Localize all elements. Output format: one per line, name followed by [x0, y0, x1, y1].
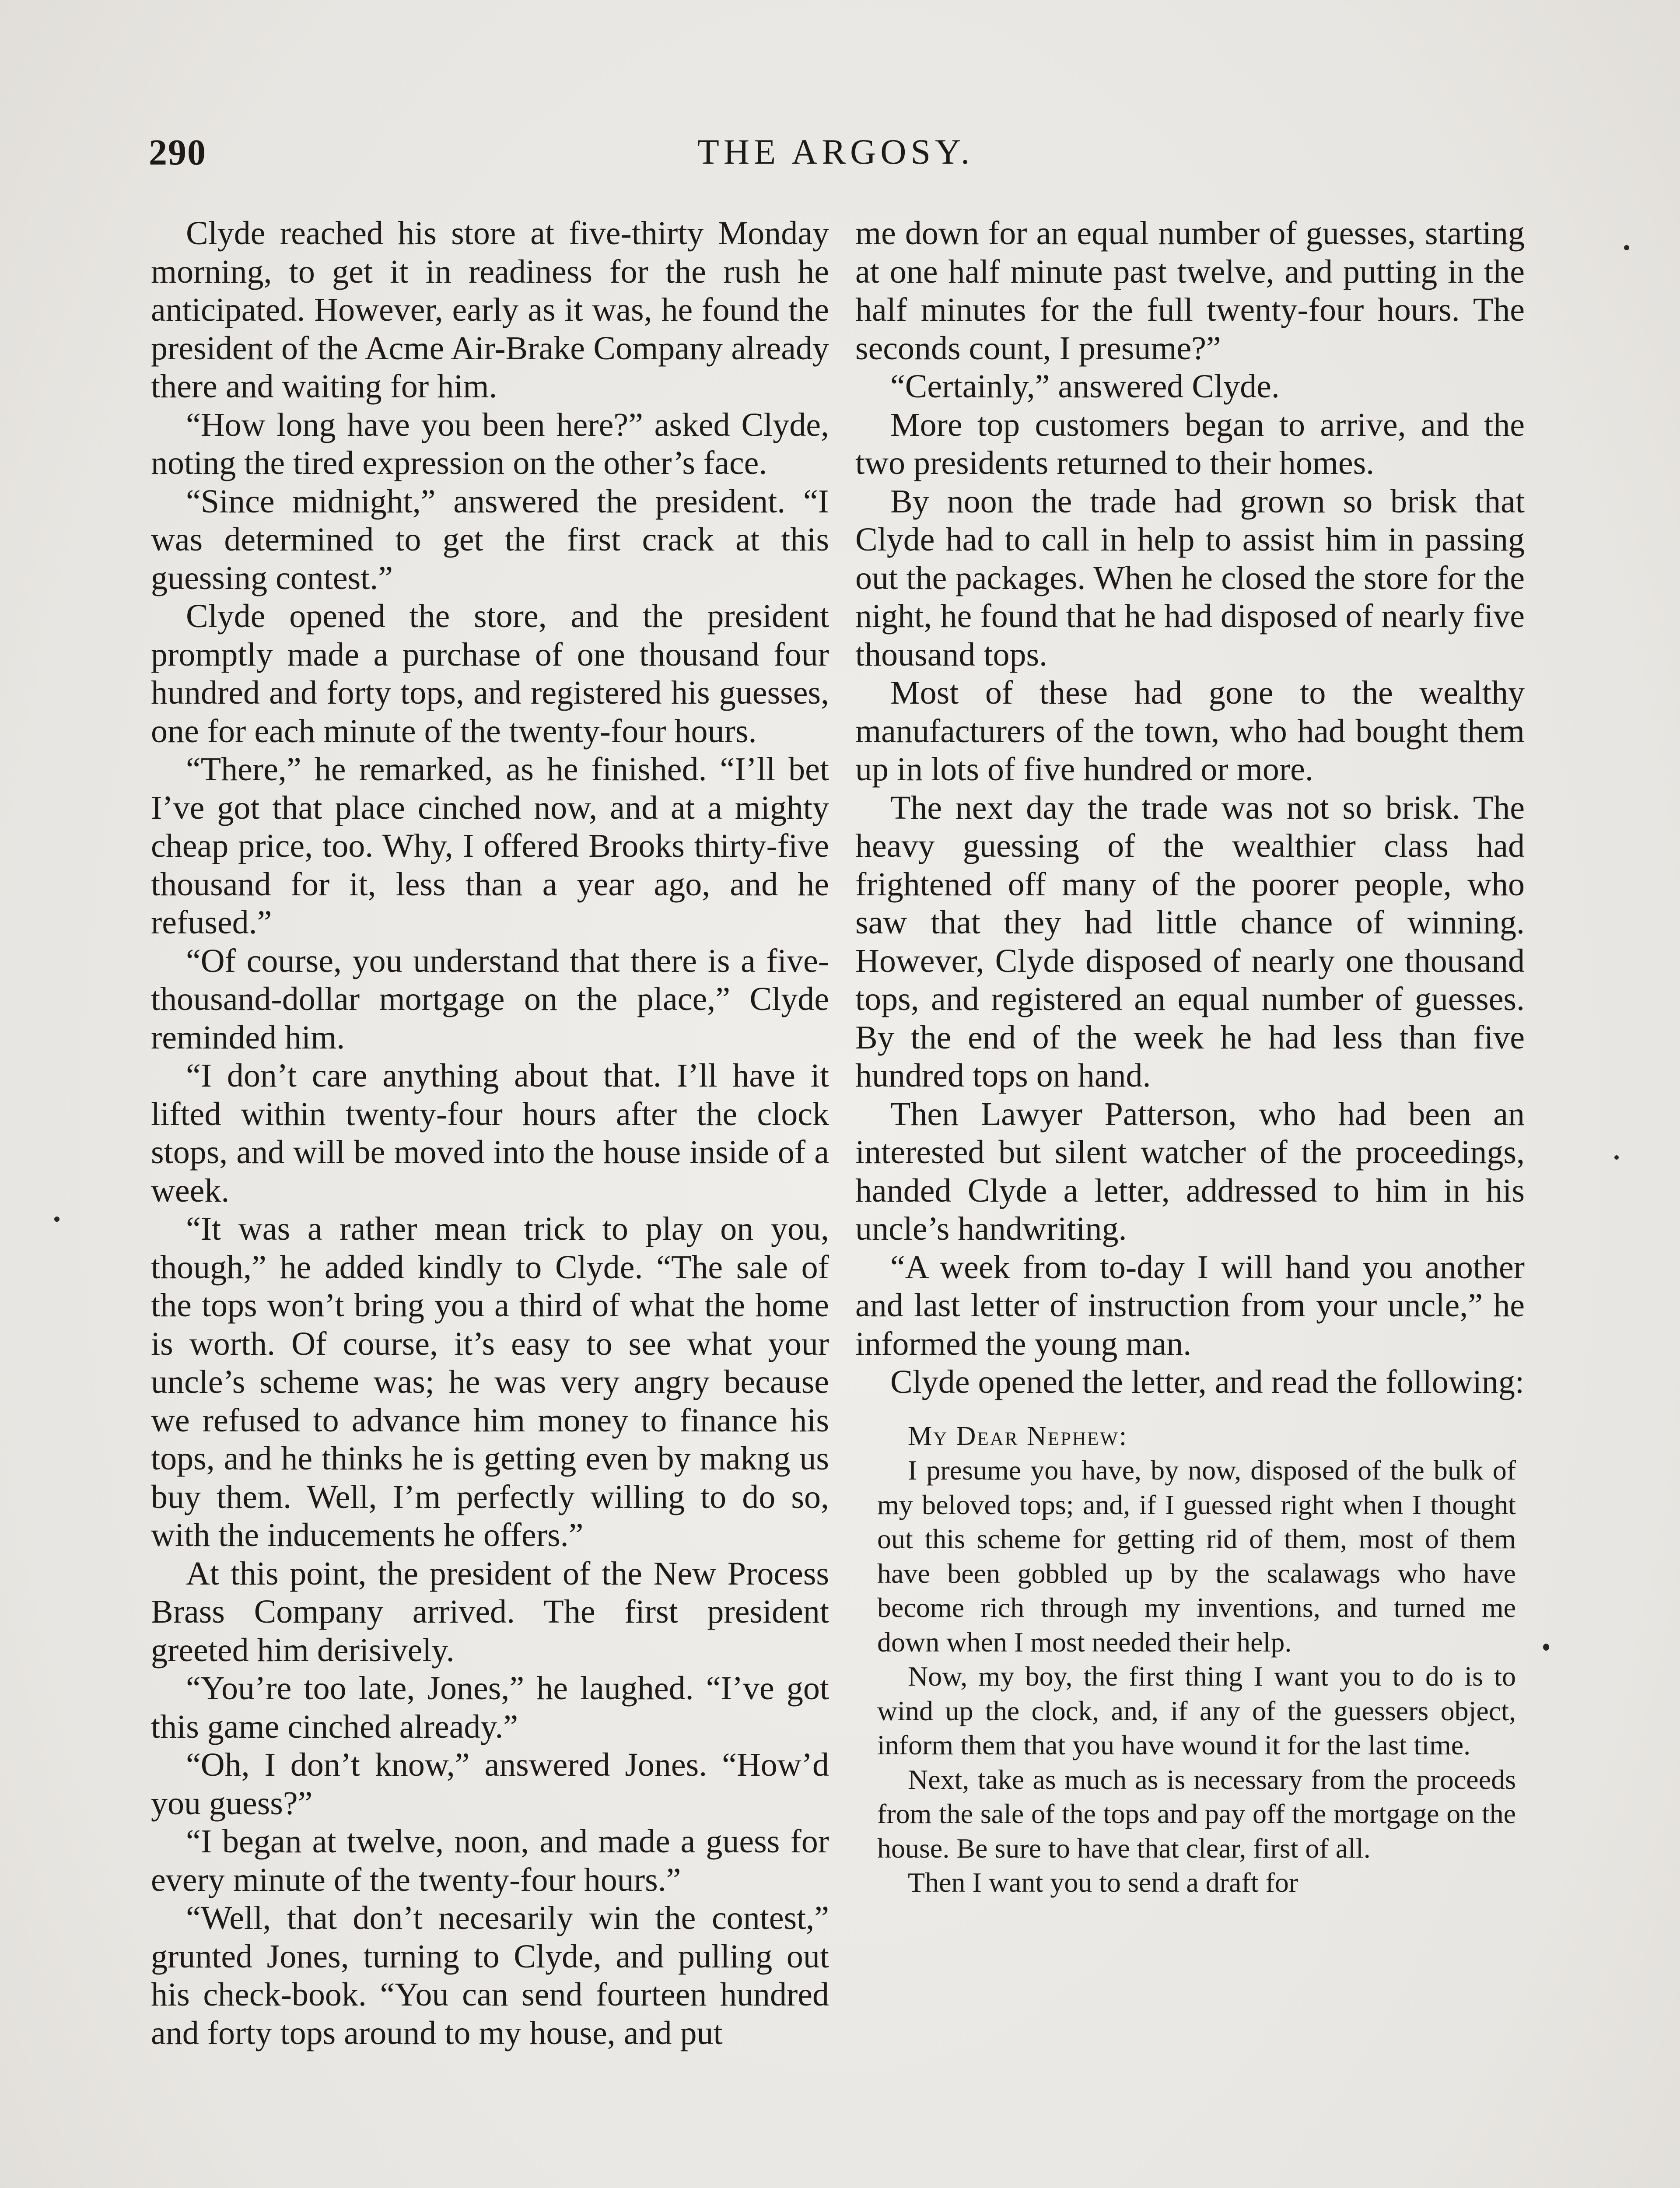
- right-column: [855, 214, 1525, 1900]
- letter-paragraph: Then I want you to send a draft for: [908, 1867, 1298, 1898]
- paper-speck: [1614, 1155, 1619, 1160]
- continued-paragraph: me down for an equal number of guesses, starting at one half minute past twelve, and putting in the half minutes for the full twenty-four hours. The seconds count, I presume?”: [855, 215, 1525, 367]
- letter-paragraph: Next, take as much as is necessary from the proceeds from the sale of the tops and pay off the mortgage on the house. Be sure to have that clear, first of all.: [877, 1764, 1516, 1864]
- paragraph: “Of course, you understand that there is a five-thousand-dollar mortgage on the place,” Clyde reminded him.: [151, 942, 829, 1056]
- paragraph: “You’re too late, Jones,” he laughed. “I’ve got this game cinched already.”: [151, 1670, 829, 1745]
- paragraph: “Since midnight,” answered the president. “I was determined to get the first crack at this guessing contest.”: [151, 483, 829, 596]
- paper-speck: [1543, 1644, 1549, 1651]
- paragraph: More top customers began to arrive, and the two presidents returned to their homes.: [855, 406, 1525, 481]
- paragraph: Clyde reached his store at five-thirty Monday morning, to get it in readiness for the rush he anticipated. However, early as it was, he found the president of the Acme Air-Brake Company already there and waiting for him.: [151, 215, 829, 405]
- paragraph: Most of these had gone to the wealthy manufacturers of the town, who had bought them up in lots of five hundred or more.: [855, 674, 1525, 788]
- page-header: [149, 131, 1522, 188]
- paragraph: “A week from to-day I will hand you another and last letter of instruction from your uncle,” he informed the young man.: [855, 1248, 1525, 1362]
- paragraph: Then Lawyer Patterson, who had been an interested but silent watcher of the proceedings, handed Clyde a letter, addressed to him in his uncle’s handwriting.: [855, 1095, 1525, 1247]
- paper-speck: [54, 1217, 60, 1222]
- letter-salutation: My Dear Nephew:: [908, 1421, 1128, 1451]
- paragraph: “How long have you been here?” asked Clyde, noting the tired expression on the other’s face.: [151, 406, 829, 481]
- paragraph: “There,” he remarked, as he finished. “I’ll bet I’ve got that place cinched now, and at a mighty cheap price, too. Why, I offered Brooks thirty-five thousand for it, less than a year ago, and he refused.”: [151, 751, 829, 941]
- paragraph: “Well, that don’t necesarily win the contest,” grunted Jones, turning to Clyde, and pulling out his check-book. “You can send fourteen hundred and forty tops around to my house, and put: [151, 1900, 829, 2051]
- paragraph: “Oh, I don’t know,” answered Jones. “How’d you guess?”: [151, 1746, 829, 1822]
- paragraph: The next day the trade was not so brisk. The heavy guessing of the wealthier class had frightened off many of the poorer people, who saw that they had little chance of winning. However, Clyde disposed of nearly one thousand tops, and registered an equal number of guesses. By the end of the week he had less than five hundred tops on hand.: [855, 789, 1525, 1094]
- letter-paragraph: Now, my boy, the first thing I want you to do is to wind up the clock, and, if any of the guessers object, inform them that you have wound it for the last time.: [877, 1661, 1516, 1760]
- uncle-letter: [855, 1419, 1525, 1900]
- running-head: THE ARGOSY.: [697, 132, 974, 172]
- paragraph: Clyde opened the letter, and read the following:: [890, 1364, 1524, 1400]
- paragraph: “I don’t care anything about that. I’ll have it lifted within twenty-four hours after the clock stops, and will be moved into the house inside of a week.: [151, 1057, 829, 1209]
- paragraph: “I began at twelve, noon, and made a guess for every minute of the twenty-four hours.”: [151, 1823, 829, 1898]
- paragraph: Clyde opened the store, and the president promptly made a purchase of one thousand four hundred and forty tops, and registered his guesses, one for each minute of the twenty-four hours.: [151, 598, 829, 750]
- paragraph: By noon the trade had grown so brisk that Clyde had to call in help to assist him in passing out the packages. When he closed the store for the night, he found that he had disposed of nearly five thousand tops.: [855, 483, 1525, 673]
- letter-paragraph: I presume you have, by now, disposed of the bulk of my beloved tops; and, if I guessed right when I thought out this scheme for getting rid of them, most of them have been gobbled up by the scalawags who have become rich through my inventions, and turned me down when I most needed their help.: [877, 1455, 1516, 1658]
- paper-speck: [1624, 245, 1629, 250]
- page-number: 290: [149, 132, 206, 173]
- paragraph: “Certainly,” answered Clyde.: [890, 368, 1280, 405]
- paragraph: At this point, the president of the New Process Brass Company arrived. The first president greeted him derisively.: [151, 1555, 829, 1669]
- paragraph: “It was a rather mean trick to play on you, though,” he added kindly to Clyde. “The sale of the tops won’t bring you a third of what the home is worth. Of course, it’s easy to see what your uncle’s scheme was; he was very angry because we refused to advance him money to finance his tops, and he thinks he is getting even by makng us buy them. Well, I’m perfectly willing to do so, with the inducements he offers.”: [151, 1210, 829, 1553]
- left-column: [151, 214, 829, 2052]
